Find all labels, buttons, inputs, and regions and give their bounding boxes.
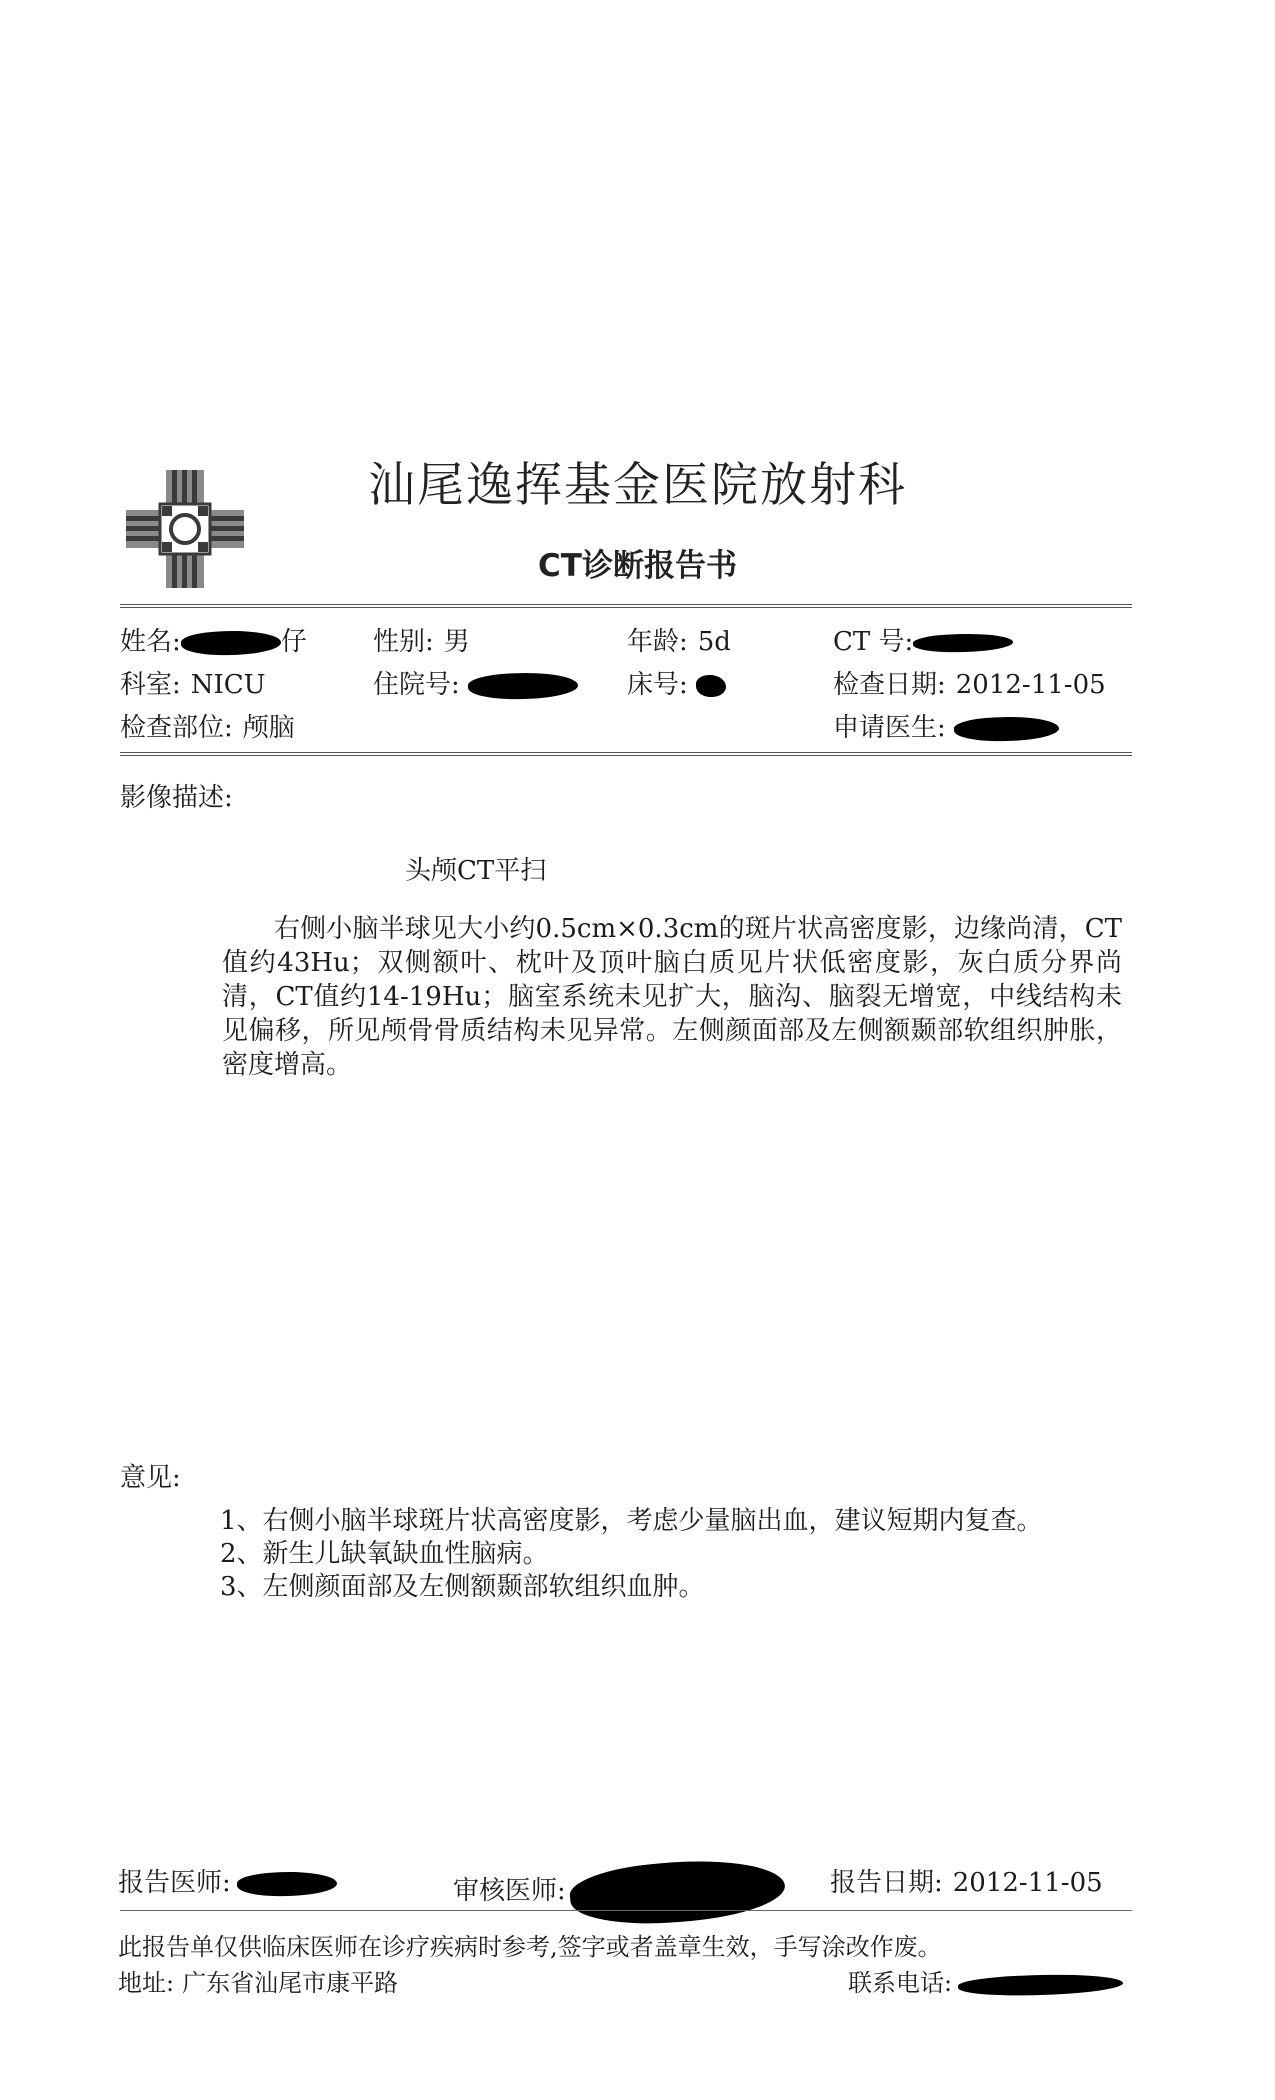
findings-label: 影像描述: xyxy=(120,783,233,813)
reviewing-doctor-field: 审核医师: xyxy=(453,1862,785,1922)
phone-field: 联系电话: xyxy=(848,1963,1123,1998)
redaction-mark xyxy=(958,1972,1124,1998)
opinion-item: 3、左侧颜面部及左侧额颞部软组织血肿。 xyxy=(220,1572,705,1602)
redaction-mark xyxy=(180,629,281,656)
gender-field: 性别: 男 xyxy=(373,627,470,657)
exam-date-field: 检查日期: 2012-11-05 xyxy=(833,670,1106,700)
redaction-mark xyxy=(236,1870,337,1897)
exam-site-field: 检查部位: 颅脑 xyxy=(120,713,295,743)
opinion-item: 1、右侧小脑半球斑片状高密度影，考虑少量脑出血，建议短期内复查。 xyxy=(220,1506,1043,1536)
requesting-doctor-field: 申请医生: xyxy=(833,707,1059,744)
age-field: 年龄: 5d xyxy=(627,627,731,657)
opinion-item: 2、新生儿缺氧缺血性脑病。 xyxy=(220,1539,549,1569)
report-date-field: 报告日期: 2012-11-05 xyxy=(830,1868,1103,1898)
findings-description: 右侧小脑半球见大小约0.5cm×0.3cm的斑片状高密度影，边缘尚清，CT值约43Hu；双侧额叶、枕叶及顶叶脑白质见片状低密度影，灰白质分界尚清，CT值约14-19Hu；脑室系统未见扩大，脑沟、脑裂无增宽，中线结构未见偏移，所见颅骨骨质结构未见异常。左侧颜面部及左侧额颞部软组织肿胀，密度增高。 xyxy=(222,914,1122,1080)
redaction-mark xyxy=(953,715,1059,743)
footer-divider xyxy=(120,1910,1132,1911)
signature-redaction xyxy=(568,1853,787,1932)
redaction-mark xyxy=(467,671,578,701)
ct-number-field: CT 号: xyxy=(833,621,1013,658)
hospital-name: 汕尾逸挥基金医院放射科 xyxy=(368,458,907,513)
patient-name-field: 姓名: 仔 xyxy=(120,627,307,657)
header-divider xyxy=(120,604,1132,608)
report-title: CT诊断报告书 xyxy=(538,548,737,584)
scan-type: 头颅CT平扫 xyxy=(405,856,547,886)
admission-number-field: 住院号: xyxy=(373,664,578,701)
info-divider xyxy=(120,752,1132,756)
department-field: 科室: NICU xyxy=(120,670,266,700)
bed-number-field: 床号: xyxy=(627,664,726,701)
disclaimer: 此报告单仅供临床医师在诊疗疾病时参考,签字或者盖章生效，手写涂改作废。 xyxy=(118,1933,942,1961)
reporting-doctor-field: 报告医师: xyxy=(118,1862,337,1899)
redaction-mark xyxy=(695,674,726,697)
redaction-mark xyxy=(913,632,1014,653)
opinion-label: 意见: xyxy=(120,1463,181,1493)
address-field: 地址: 广东省汕尾市康平路 xyxy=(118,1969,399,1997)
